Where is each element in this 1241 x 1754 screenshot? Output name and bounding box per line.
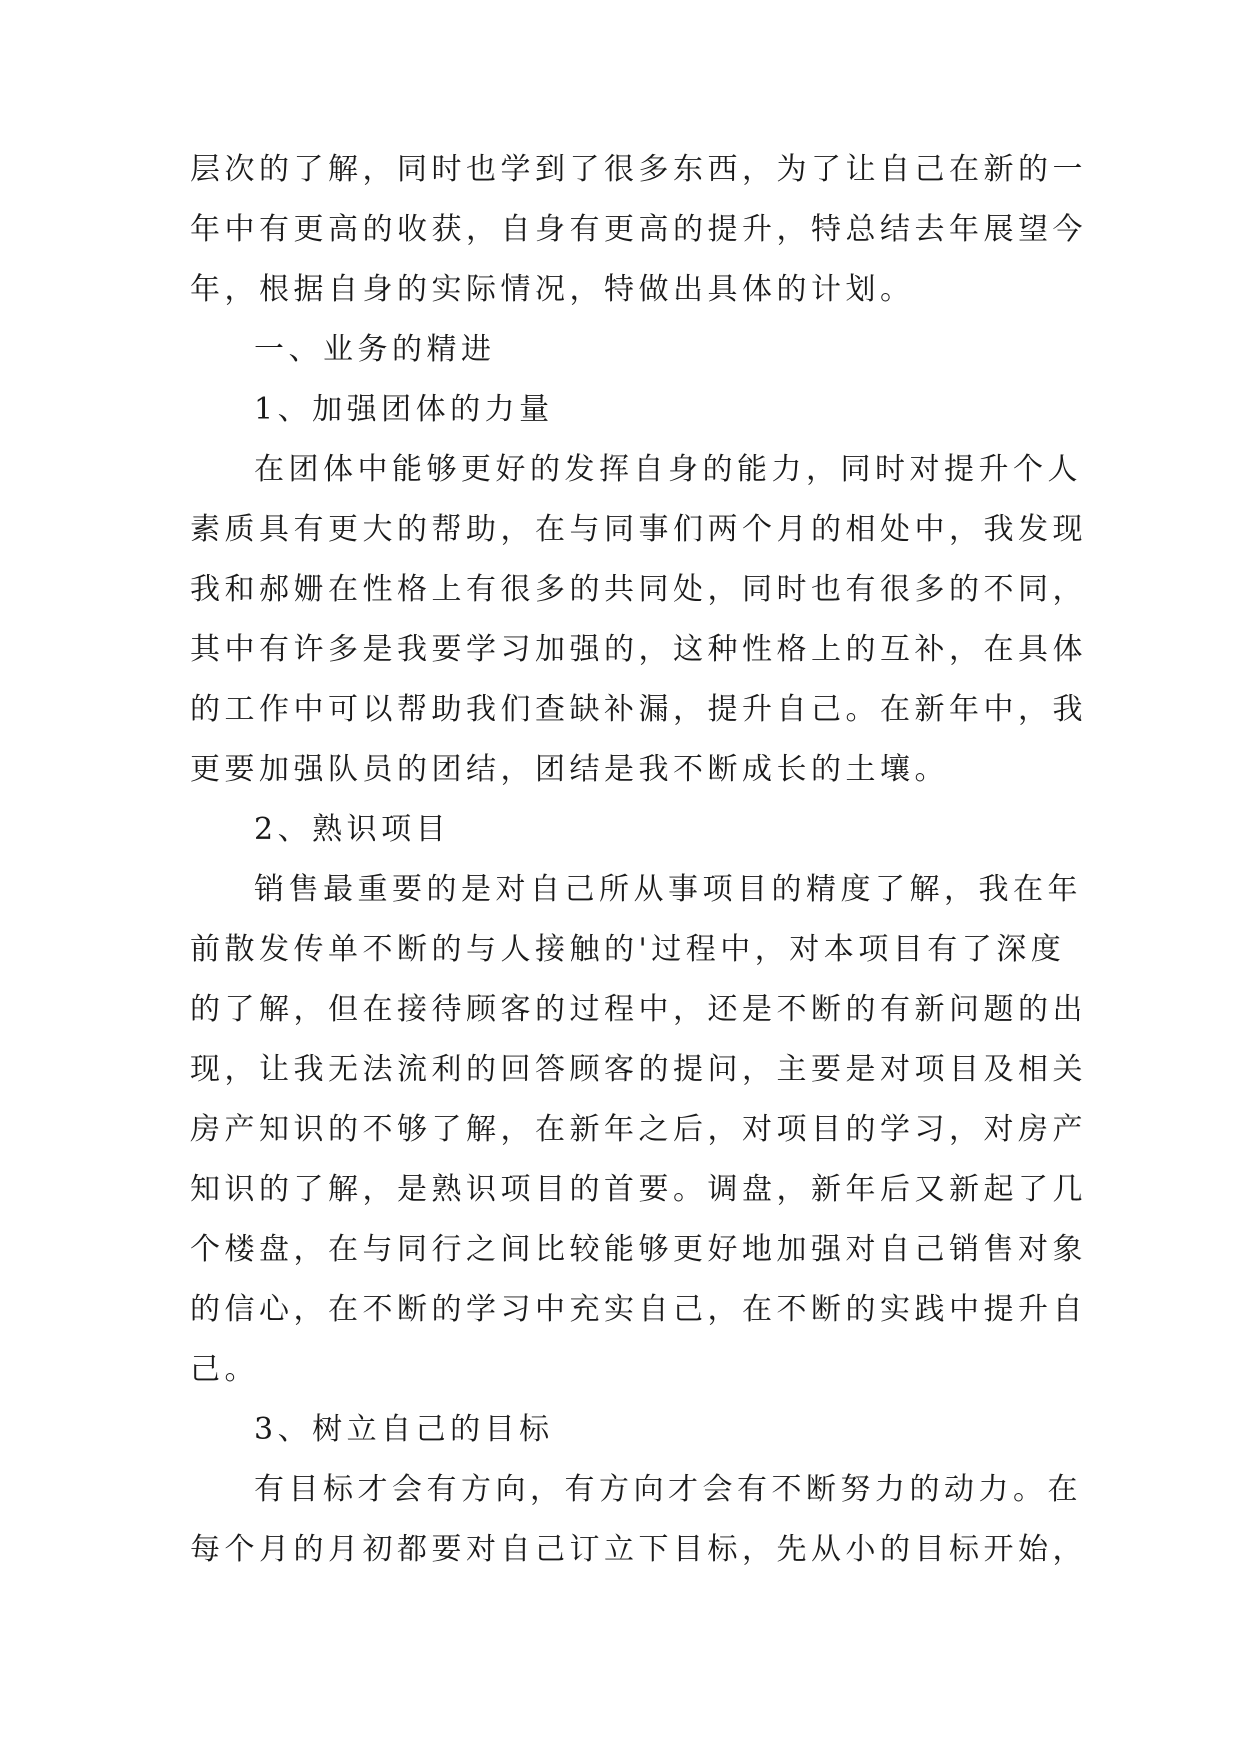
text-line: 层次的了解，同时也学到了很多东西，为了让自己在新的一 [190,152,1087,187]
subsection-heading: 2、熟识项目 [254,812,451,847]
text-line: 销售最重要的是对自己所从事项目的精度了解，我在年 [254,872,1082,907]
text-line: 现，让我无法流利的回答顾客的提问，主要是对项目及相关 [190,1052,1087,1087]
text-line: 前散发传单不断的与人接触的'过程中，对本项目有了深度 [190,932,1066,967]
text-line: 每个月的月初都要对自己订立下目标，先从小的目标开始， [190,1532,1087,1567]
subsection-heading: 3、树立自己的目标 [254,1412,554,1447]
text-line: 其中有许多是我要学习加强的，这种性格上的互补，在具体 [190,632,1087,667]
text-line: 在团体中能够更好的发挥自身的能力，同时对提升个人 [254,452,1082,487]
text-line: 己。 [190,1352,259,1387]
text-line: 的工作中可以帮助我们查缺补漏，提升自己。在新年中，我 [190,692,1087,727]
text-line: 知识的了解，是熟识项目的首要。调盘，新年后又新起了几 [190,1172,1087,1207]
text-line: 房产知识的不够了解，在新年之后，对项目的学习，对房产 [190,1112,1087,1147]
text-line: 我和郝姗在性格上有很多的共同处，同时也有很多的不同， [190,572,1087,607]
text-line: 的信心，在不断的学习中充实自己，在不断的实践中提升自 [190,1292,1087,1327]
text-line: 有目标才会有方向，有方向才会有不断努力的动力。在 [254,1472,1082,1507]
text-line: 素质具有更大的帮助，在与同事们两个月的相处中，我发现 [190,512,1087,547]
text-line: 年中有更高的收获，自身有更高的提升，特总结去年展望今 [190,212,1087,247]
text-line: 年，根据自身的实际情况，特做出具体的计划。 [190,272,915,307]
text-line: 的了解，但在接待顾客的过程中，还是不断的有新问题的出 [190,992,1087,1027]
section-heading: 一、业务的精进 [254,332,496,367]
text-line: 更要加强队员的团结，团结是我不断成长的土壤。 [190,752,949,787]
text-line: 个楼盘，在与同行之间比较能够更好地加强对自己销售对象 [190,1232,1087,1267]
subsection-heading: 1、加强团体的力量 [254,392,554,427]
